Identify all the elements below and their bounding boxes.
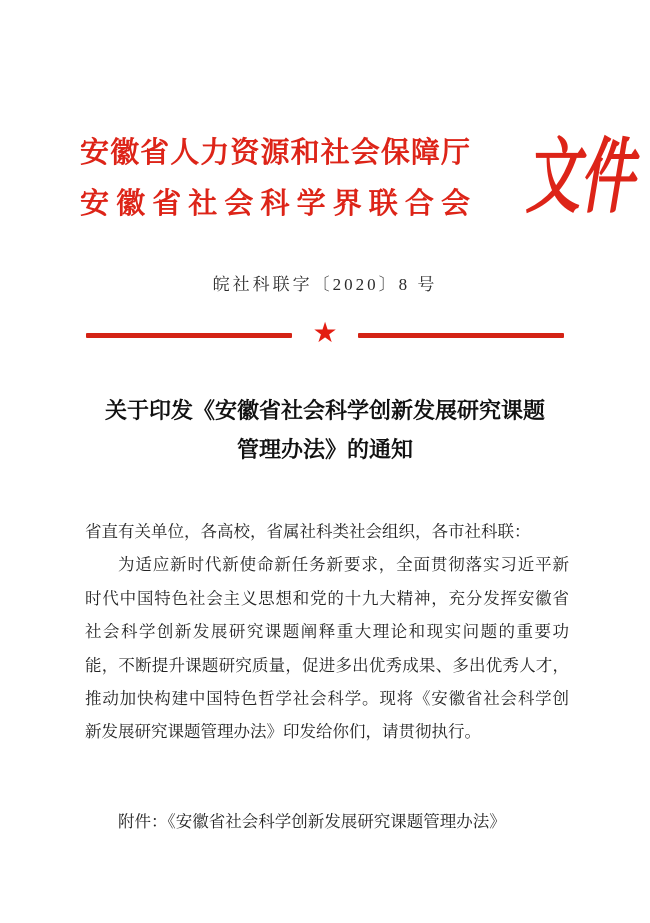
paragraph-line: 时代中国特色社会主义思想和党的十九大精神，充分发挥安徽省 — [85, 588, 569, 608]
document-title-line1: 关于印发《安徽省社会科学创新发展研究课题 — [104, 398, 545, 423]
divider-bar-right — [358, 333, 564, 338]
issuer-names — [80, 128, 470, 230]
paragraph-line: 新发展研究课题管理办法》印发给你们，请贯彻执行。 — [85, 722, 481, 742]
document-mark-label: 文件 — [525, 132, 634, 223]
red-divider — [86, 318, 564, 349]
paragraph-line: 社会科学创新发展研究课题阐释重大理论和现实问题的重要功 — [85, 622, 569, 642]
attachment-line: 附件：《安徽省社会科学创新发展研究课题管理办法》 — [118, 811, 506, 831]
paragraph-line: 推动加快构建中国特色哲学社会科学。现将《安徽省社会科学创 — [85, 689, 569, 709]
document-number: 皖社科联字〔2020〕8 号 — [212, 275, 438, 294]
issuer-name-line1: 安徽省人力资源和社会保障厅 — [80, 137, 470, 169]
document-title — [0, 391, 650, 469]
salutation-line: 省直有关单位，各高校，省属社科类社会组织，各市社科联： — [85, 522, 531, 541]
star-icon: ★ — [312, 318, 338, 349]
letterhead — [0, 0, 650, 230]
issuer-name-line2: 安徽省社会科学界联合会 — [80, 188, 470, 220]
document-title-line2: 管理办法》的通知 — [236, 437, 413, 462]
paragraph-line: 能，不断提升课题研究质量，促进多出优秀成果、多出优秀人才， — [85, 655, 569, 675]
document-body — [85, 515, 569, 838]
document-mark-block — [470, 128, 634, 228]
divider-bar-left — [86, 333, 292, 338]
paragraph-line: 为适应新时代新使命新任务新要求，全面贯彻落实习近平新 — [118, 555, 569, 575]
